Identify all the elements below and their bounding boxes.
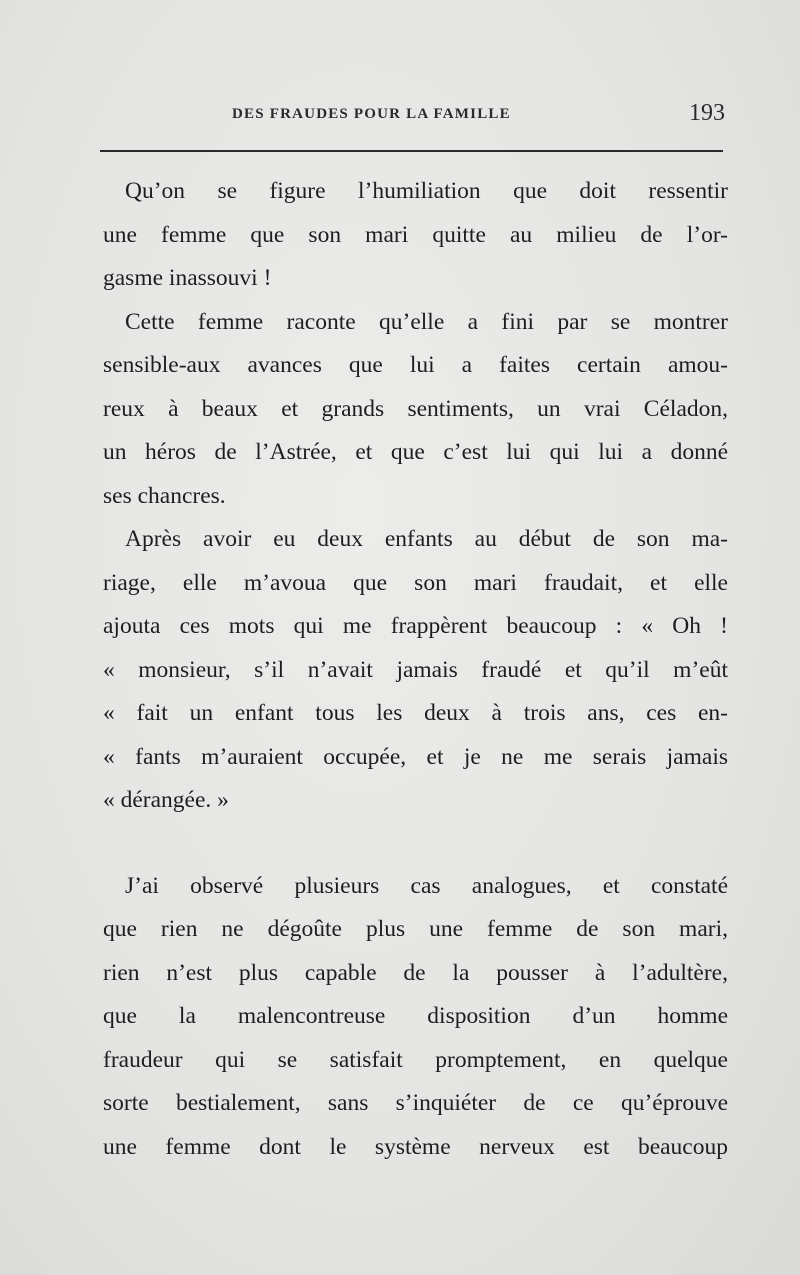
text-line: J’ai observé plusieurs cas analogues, et constaté — [125, 872, 728, 899]
text-line: une femme dont le système nerveux est beaucoup — [103, 1133, 728, 1160]
page-header — [100, 100, 725, 130]
paragraph-3 — [103, 518, 728, 823]
page-number: 193 — [689, 100, 725, 126]
header-rule — [100, 150, 723, 152]
text-line: « fants m’auraient occupée, et je ne me serais jamais — [103, 743, 728, 770]
text-line: que rien ne dégoûte plus une femme de son mari, — [103, 916, 728, 942]
text-line: ajouta ces mots qui me frappèrent beaucoup : « Oh ! — [103, 613, 728, 639]
text-line: fraudeur qui se satisfait promptement, en quelque — [103, 1046, 728, 1073]
text-line: riage, elle m’avoua que son mari fraudait, et elle — [103, 569, 728, 596]
text-line: gasme inassouvi ! — [103, 265, 272, 291]
text-line: rien n’est plus capable de la pousser à l’adultère, — [103, 959, 728, 986]
text-line: reux à beaux et grands sentiments, un vrai Céladon, — [103, 395, 728, 422]
text-line: Cette femme raconte qu’elle a fini par se montrer — [125, 308, 728, 335]
paragraph-1 — [103, 170, 728, 301]
text-line: sensible-aux avances que lui a faites certain amou- — [103, 352, 728, 378]
text-line: « monsieur, s’il n’avait jamais fraudé et qu’il m’eût — [103, 656, 728, 683]
section-gap — [103, 823, 728, 865]
text-line: sorte bestialement, sans s’inquiéter de ce qu’éprouve — [103, 1090, 728, 1116]
text-line: « dérangée. » — [103, 787, 229, 813]
text-line: « fait un enfant tous les deux à trois ans, ces en- — [103, 700, 728, 726]
text-line: un héros de l’Astrée, et que c’est lui qui lui a donné — [103, 439, 728, 465]
running-title: DES FRAUDES POUR LA FAMILLE — [232, 106, 511, 122]
text-line: Après avoir eu deux enfants au début de son ma- — [125, 526, 728, 552]
text-line: ses chancres. — [103, 482, 226, 509]
text-line: Qu’on se figure l’humiliation que doit ressentir — [125, 178, 728, 204]
body-text — [103, 170, 728, 1169]
paragraph-2 — [103, 301, 728, 519]
text-line: une femme que son mari quitte au milieu de l’or- — [103, 221, 728, 248]
paragraph-4 — [103, 865, 728, 1170]
text-line: que la malencontreuse disposition d’un homme — [103, 1003, 728, 1029]
